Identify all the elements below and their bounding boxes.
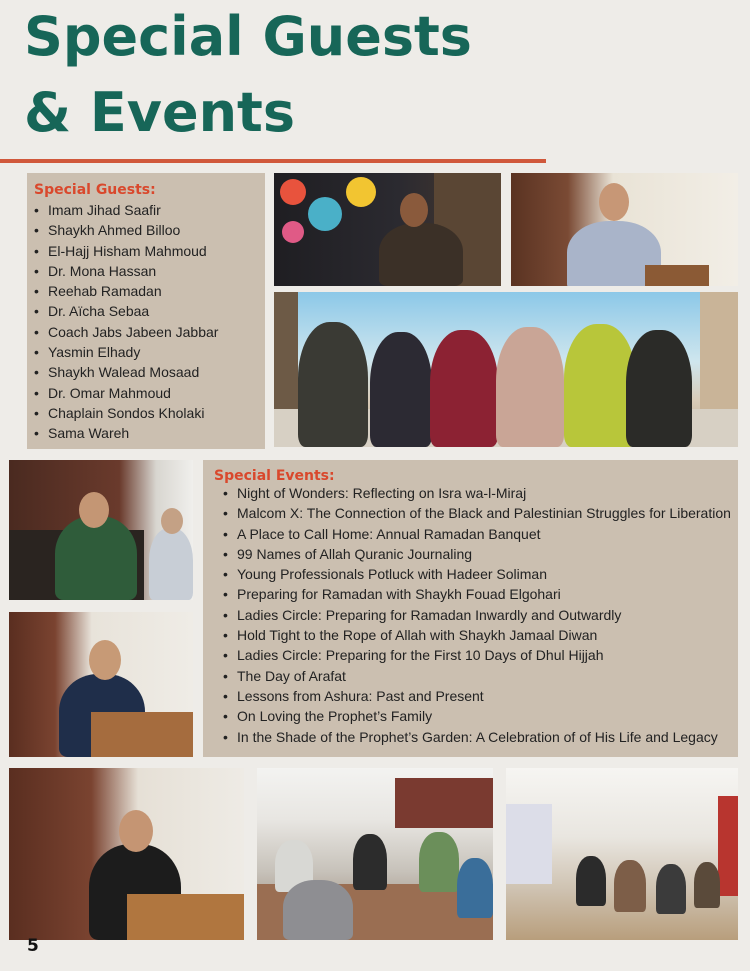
special-events-list bbox=[222, 483, 731, 747]
photo-women-panel bbox=[274, 292, 738, 447]
special-guests-panel bbox=[27, 173, 265, 449]
event-list-item: • In the Shade of the Prophet’s Garden: A Celebration of of His Life and Legacy bbox=[222, 727, 731, 747]
guest-list-item: • Yasmin Elhady bbox=[33, 342, 218, 362]
event-list-item: • Ladies Circle: Preparing for the First 10 Days of Dhul Hijjah bbox=[222, 645, 731, 665]
event-list-item: • Lessons from Ashura: Past and Present bbox=[222, 686, 731, 706]
photo-speaker-glasses-podium bbox=[9, 612, 193, 757]
event-list-item: • Malcom X: The Connection of the Black and Palestinian Struggles for Liberation bbox=[222, 503, 731, 523]
special-guests-list bbox=[33, 200, 218, 444]
guest-list-item: • Sama Wareh bbox=[33, 423, 218, 443]
event-list-item: • On Loving the Prophet’s Family bbox=[222, 706, 731, 726]
photo-seated-speaker bbox=[9, 460, 193, 600]
photo-speaker-at-podium bbox=[511, 173, 738, 286]
guest-list-item: • Imam Jihad Saafir bbox=[33, 200, 218, 220]
guest-list-item: • Shaykh Walead Mosaad bbox=[33, 362, 218, 382]
guest-list-item: • Chaplain Sondos Kholaki bbox=[33, 403, 218, 423]
guest-list-item: • Coach Jabs Jabeen Jabbar bbox=[33, 322, 218, 342]
guest-list-item: • Dr. Omar Mahmoud bbox=[33, 383, 218, 403]
guest-list-item: • Shaykh Ahmed Billoo bbox=[33, 220, 218, 240]
title-divider bbox=[0, 159, 546, 163]
guest-list-item: • Dr. Aïcha Sebaa bbox=[33, 301, 218, 321]
photo-outdoor-gathering bbox=[257, 768, 493, 940]
event-list-item: • 99 Names of Allah Quranic Journaling bbox=[222, 544, 731, 564]
photo-speaker-floral-backdrop bbox=[274, 173, 501, 286]
event-list-item: • The Day of Arafat bbox=[222, 666, 731, 686]
special-events-heading: Special Events: bbox=[214, 468, 335, 484]
page-number: 5 bbox=[27, 936, 39, 956]
guest-list-item: • Reehab Ramadan bbox=[33, 281, 218, 301]
page-title-line-2: & Events bbox=[24, 81, 296, 144]
event-list-item: • A Place to Call Home: Annual Ramadan Banquet bbox=[222, 524, 731, 544]
event-list-item: • Preparing for Ramadan with Shaykh Fouad Elgohari bbox=[222, 584, 731, 604]
event-list-item: • Ladies Circle: Preparing for Ramadan Inwardly and Outwardly bbox=[222, 605, 731, 625]
page-title-line-1: Special Guests bbox=[24, 5, 472, 68]
photo-speaker-black-shirt bbox=[9, 768, 244, 940]
event-list-item: • Young Professionals Potluck with Hadeer Soliman bbox=[222, 564, 731, 584]
special-events-panel bbox=[203, 460, 738, 757]
photo-banquet-hall bbox=[506, 768, 738, 940]
guest-list-item: • El-Hajj Hisham Mahmoud bbox=[33, 241, 218, 261]
event-list-item: • Hold Tight to the Rope of Allah with Shaykh Jamaal Diwan bbox=[222, 625, 731, 645]
guest-list-item: • Dr. Mona Hassan bbox=[33, 261, 218, 281]
event-list-item: • Night of Wonders: Reflecting on Isra wa-l-Miraj bbox=[222, 483, 731, 503]
special-guests-heading: Special Guests: bbox=[34, 182, 156, 198]
